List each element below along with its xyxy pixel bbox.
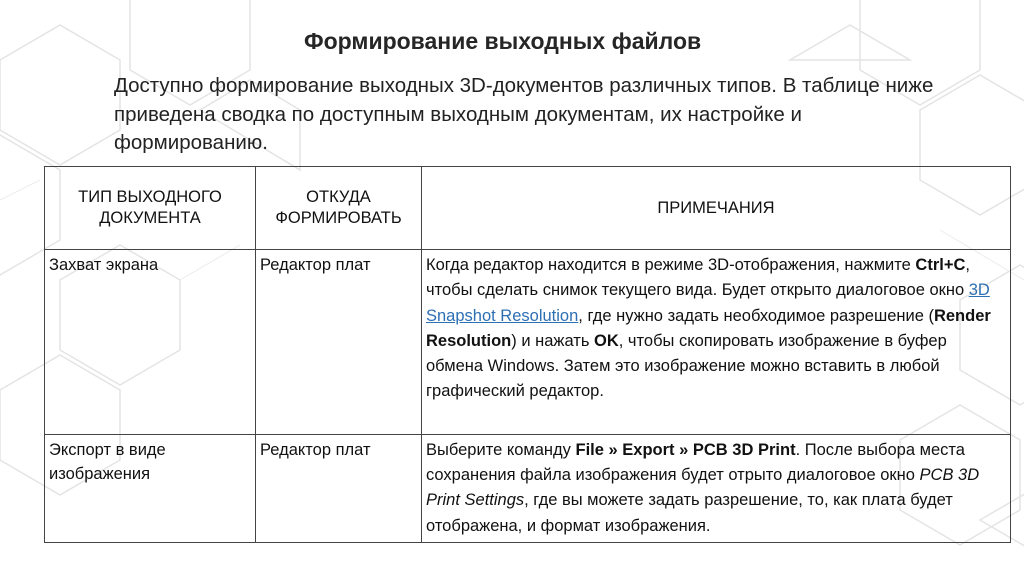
note-text: ) и нажать	[511, 331, 595, 350]
header-notes: ПРИМЕЧАНИЯ	[422, 167, 1011, 250]
cell-source: Редактор плат	[256, 434, 422, 542]
note-text: , где вы можете задать разрешение, то, как плата будет отображена, и формат изображения.	[426, 491, 953, 535]
note-text: Когда редактор находится в режиме 3D-отображения, нажмите	[426, 256, 916, 274]
shortcut-ctrl-c: Ctrl+C	[915, 256, 966, 274]
output-documents-table	[44, 166, 1011, 543]
note-text: , чтобы сделать снимок текущего вида. Будет открыто диалоговое окно	[426, 256, 970, 300]
header-source: ОТКУДА ФОРМИРОВАТЬ	[256, 167, 422, 250]
cell-source: Редактор плат	[256, 250, 422, 435]
header-document-type: ТИП ВЫХОДНОГО ДОКУМЕНТА	[45, 167, 256, 250]
cell-note	[422, 250, 1011, 435]
menu-command-path: File » Export » PCB 3D Print	[575, 440, 796, 459]
render-resolution-term: Render Resolution	[426, 306, 991, 350]
table-header-row	[45, 167, 1011, 250]
note-text: Выберите команду	[426, 440, 576, 459]
table-row	[45, 250, 1011, 435]
ok-term: OK	[594, 331, 619, 350]
note-text: , где нужно задать необходимое разрешение (	[578, 306, 934, 325]
snapshot-resolution-link[interactable]: 3D Snapshot Resolution	[426, 281, 990, 325]
cell-document-type: Экспорт в виде изображения	[45, 434, 256, 542]
page-title: Формирование выходных файлов	[304, 28, 702, 54]
note-text: . После выбора места сохранения файла изображения будет отрыто диалоговое окно	[426, 440, 965, 485]
intro-paragraph: Доступно формирование выходных 3D-документов различных типов. В таблице ниже приведена сводка по доступным выходным документам, их настройке и формированию.	[114, 74, 934, 154]
print-settings-dialog-name: PCB 3D Print Settings	[426, 466, 980, 510]
cell-document-type: Захват экрана	[45, 250, 256, 435]
note-text: , чтобы скопировать изображение в буфер обмена Windows. Затем это изображение можно вставить в любой графический редактор.	[426, 331, 947, 401]
table-row	[45, 434, 1011, 542]
cell-note	[422, 434, 1011, 542]
